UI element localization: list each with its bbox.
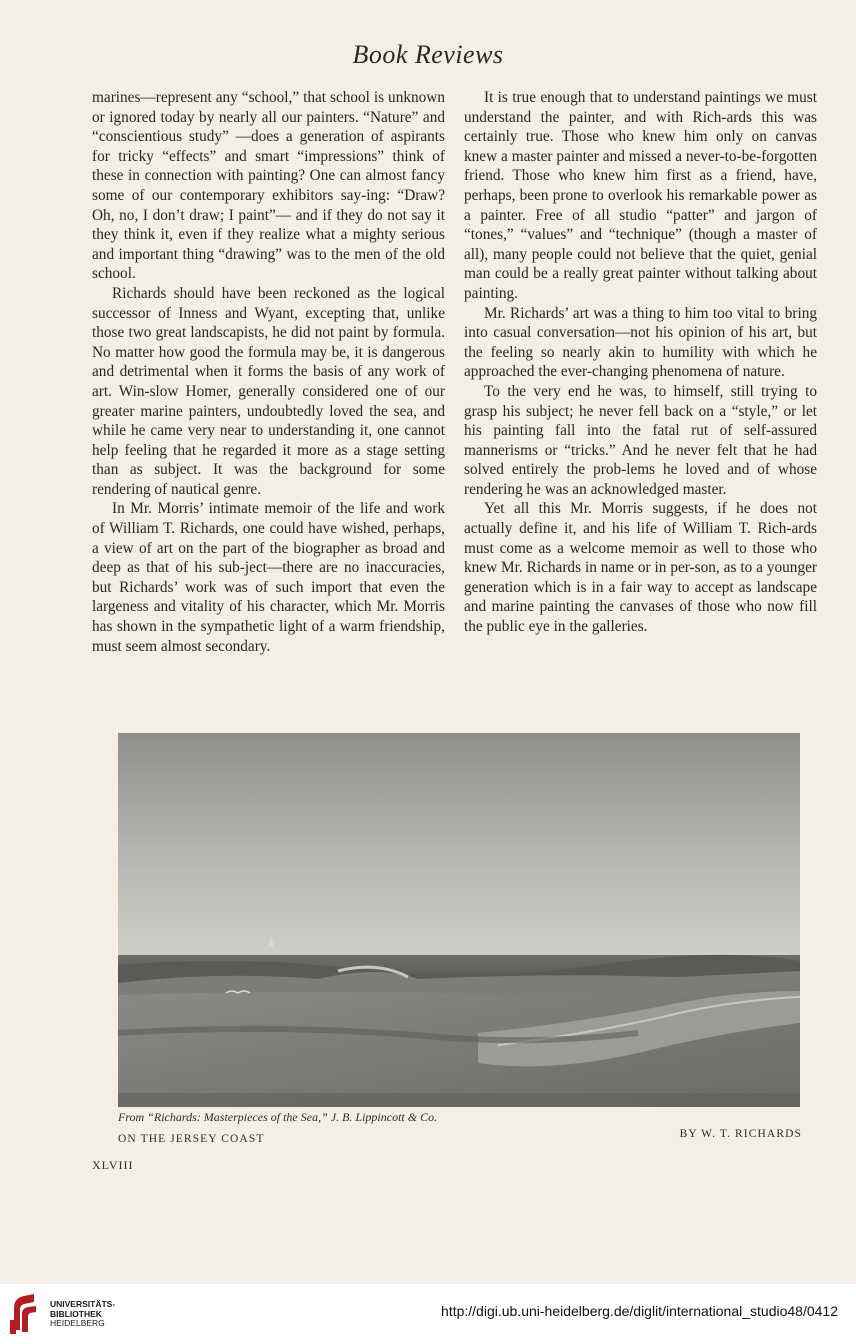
plate-caption-artist: BY W. T. RICHARDS [679,1128,802,1140]
logo-line-1: UNIVERSITÄTS- [50,1299,116,1309]
right-paragraph-3: To the very end he was, to himself, still trying to grasp his subject; he never fell back on a “style,” or let his painting fall into the fatal rut of self-assured mannerisms or “tricks.” And he never felt that he had solved entirely the prob-lems he loved and of whose rendering he was an acknowledged master. [464,382,817,498]
left-paragraph-1: marines—represent any “school,” that school is unknown or ignored today by nearly all our painters. “Nature” and “conscientious study” —does a generation of aspirants for tricky “effects” and smart “impressions” think of these in connection with painting? One can almost fancy some of our contemporary exhibitors say-ing: “Draw? Oh, no, I don’t draw; I paint”— and if they do not say it they think it, even if they realize what a mighty serious and important thing “drawing” was to the men of the old school. [92,89,445,283]
right-paragraph-4: Yet all this Mr. Morris suggests, if he does not actually define it, and his life of William T. Rich-ards must come as a welcome memoir as well to those who knew Mr. Richards in name or in per-son, as to a younger generation which is in a fair way to accept as landscape and marine painting the canvases of those who now fill the public eye in the galleries. [464,500,817,636]
logo-line-3: HEIDELBERG [50,1318,105,1328]
right-paragraph-1: It is true enough that to understand paintings we must understand the painter, and with Rich-ards this was certainly true. Those who knew him only on canvas knew a master painter and missed a never-to-be-forgotten friend. Those who knew him first as a friend, have, perhaps, been prone to overlook his remarkable power as a painter. Free of all studio “patter” and jargon of “tones,” “values” and “technique” (though a master of all), many people could not believe that the quiet, genial man could be a really great painter without talking about painting. [464,89,817,302]
right-text-column [464,88,817,637]
source-url-link[interactable]: http://digi.ub.uni-heidelberg.de/diglit/international_studio48/0412 [441,1303,838,1319]
right-paragraph-2: Mr. Richards’ art was a thing to him too vital to bring into casual conversation—not his opinion of his art, but the feeling so nearly akin to humility with which he approached the ever-changing phenomena of nature. [464,304,817,381]
left-paragraph-2: Richards should have been reckoned as the logical successor of Inness and Wyant, excepting that, unlike those two great landscapists, he did not paint by formula. No matter how good the formula may be, it is dangerous and detrimental when it forms the basis of any work of art. Win-slow Homer, generally considered one of our greater marine painters, undoubtedly loved the sea, and while he came very near to understanding it, one cannot help feeling that he regarded it more as a stage setting than as subject. It was the background for some rendering of nautical genre. [92,284,445,498]
seascape-painting-plate [118,733,800,1107]
page-number: XLVIII [92,1158,134,1172]
left-text-column [92,88,445,656]
left-paragraph-3: In Mr. Morris’ intimate memoir of the life and work of William T. Richards, one could have wished, perhaps, a view of art on the part of the biographer as broad and deep as that of his sub-ject—there are no inaccuracies, but Richards’ work was of such import that even the largeness and vitality of his character, which Mr. Morris has shown in the sympathetic light of a warm friendship, must seem almost secondary. [92,500,445,655]
library-logo-text [50,1300,115,1329]
logo-line-2: BIBLIOTHEK [50,1308,102,1319]
page-header-title: Book Reviews [352,40,504,69]
library-logo-icon [8,1290,40,1336]
plate-credit: From “Richards: Masterpieces of the Sea,” J. B. Lippincott & Co. [118,1110,438,1124]
seascape-painting-image [118,733,800,1107]
library-footer [0,1284,856,1344]
plate-caption-title: ON THE JERSEY COAST [118,1133,265,1145]
